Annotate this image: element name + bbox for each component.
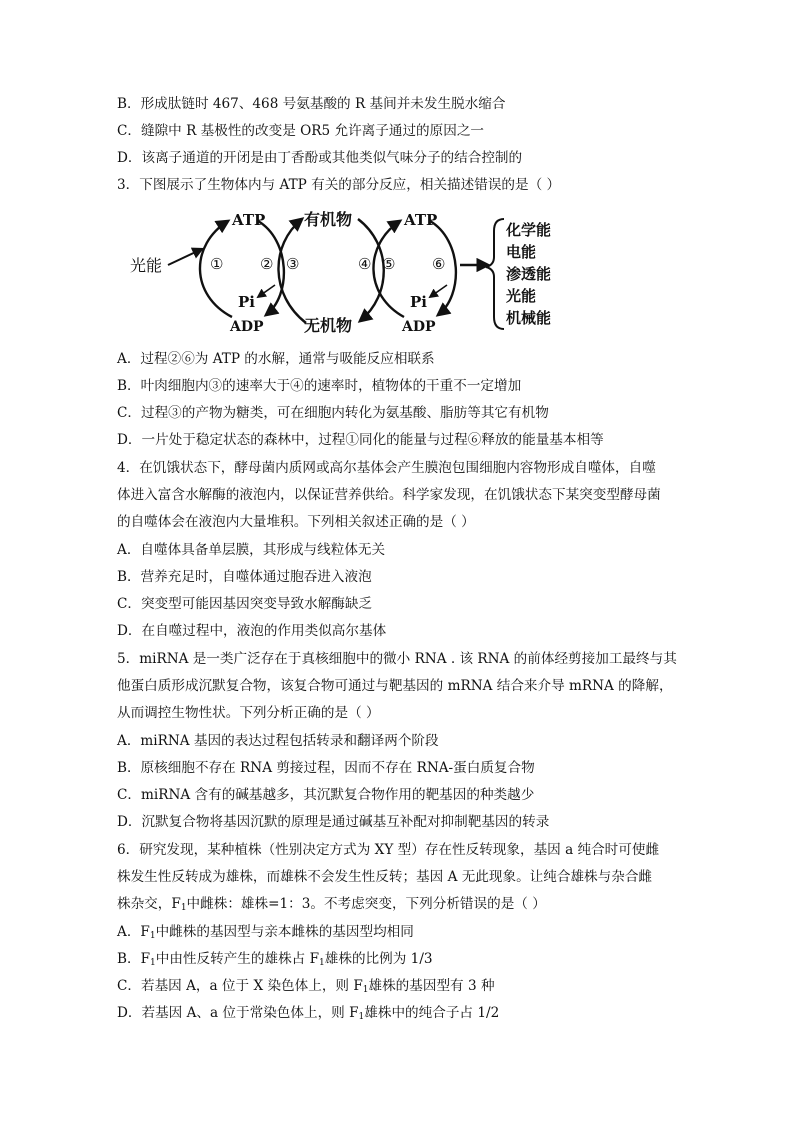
energy-brace	[486, 219, 504, 329]
pi-left-label: Pi	[238, 293, 255, 311]
question-6-stem: 6．研究发现，某种植株（性别决定方式为 XY 型）存在性反转现象，基因 a 纯合时可使雌	[117, 842, 660, 858]
option-2d: D．该离子通道的开闭是由丁香酚或其他类似气味分子的结合控制的	[117, 150, 523, 166]
pi-left-arrow	[258, 285, 275, 297]
option-3b: B．叶肉细胞内③的速率大于④的速率时，植物体的干重不一定增加	[117, 378, 522, 394]
option-3d: D．一片处于稳定状态的森林中，过程①同化的能量与过程⑥释放的能量基本相等	[117, 432, 604, 448]
process-4-number: ④	[358, 255, 372, 273]
energy-item: 渗透能	[506, 265, 552, 283]
text-run: 中由性反转产生的雄株占 F	[155, 951, 320, 967]
subscript: 1	[149, 931, 156, 941]
question-5-stem: 他蛋白质形成沉默复合物，该复合物可通过与靶基因的 mRNA 结合来介导 mRNA 的降解，	[117, 678, 673, 694]
subscript: 1	[319, 958, 325, 968]
atp-left-label: ATP	[232, 211, 266, 229]
option-6a	[117, 922, 717, 942]
option-6b	[117, 949, 717, 969]
question-3-stem: 3．下图展示了生物体内与 ATP 有关的部分反应，相关描述错误的是（ ）	[117, 177, 561, 193]
option-4b: B．营养充足时，自噬体通过胞吞进入液泡	[117, 569, 372, 585]
text-run: 雄株的基因型有 3 种	[368, 978, 495, 994]
adp-right-label: ADP	[402, 319, 436, 335]
process-6-number: ⑥	[432, 255, 446, 273]
option-6d	[117, 1003, 717, 1023]
energy-item: 光能	[506, 287, 537, 305]
question-4-stem: 的自噬体会在液泡内大量堆积。下列相关叙述正确的是（ ）	[117, 514, 475, 530]
question-4-stem: 4．在饥饿状态下，酵母菌内质网或高尔基体会产生膜泡包围细胞内容物形成自噬体，自噬	[117, 460, 656, 476]
option-3a: A．过程②⑥为 ATP 的水解，通常与吸能反应相联系	[117, 351, 435, 367]
atp-reaction-diagram	[120, 205, 590, 345]
subscript: 1	[358, 1012, 365, 1022]
process-1-number: ①	[210, 255, 224, 273]
energy-item: 化学能	[506, 221, 552, 239]
energy-item: 机械能	[506, 309, 552, 327]
option-5d: D．沉默复合物将基因沉默的原理是通过碱基互补配对抑制靶基因的转录	[117, 814, 550, 830]
energy-item: 电能	[506, 243, 537, 261]
question-4-stem: 体进入富含水解酶的液泡内，以保证营养供给。科学家发现，在饥饿状态下某突变型酵母菌	[117, 487, 661, 503]
text-run: 株杂交，F	[117, 896, 181, 912]
light-arrow	[168, 249, 202, 265]
subscript: 1	[362, 985, 369, 995]
text-run: C．若基因 A，a 位于 X 染色体上，则 F	[117, 978, 363, 994]
adp-left-label: ADP	[230, 319, 264, 335]
question-6-stem: 株发生性反转成为雄株，而雄株不会发生性反转；基因 A 无此现象。让纯合雄株与杂合雌	[117, 869, 653, 885]
light-energy-label: 光能	[130, 256, 163, 275]
atp-right-label: ATP	[404, 211, 438, 229]
text-run: 雄株的比例为 1/3	[324, 951, 433, 967]
pi-right-arrow	[430, 285, 447, 297]
question-5-stem: 5．miRNA 是一类广泛存在于真核细胞中的微小 RNA . 该 RNA 的前体经剪接加工最终与其	[117, 651, 677, 667]
text-run: B．F	[117, 951, 151, 967]
option-6c	[117, 976, 717, 996]
option-2b: B．形成肽链时 467、468 号氨基酸的 R 基间并未发生脱水缩合	[117, 96, 506, 112]
process-2-number: ②	[260, 255, 274, 273]
text-run: D．若基因 A、a 位于常染色体上，则 F	[117, 1005, 359, 1021]
question-6-stem	[117, 894, 717, 914]
pi-right-label: Pi	[410, 293, 427, 311]
text-run: 中雌株：雄株=1：3。不考虑突变，下列分析错误的是（ ）	[186, 896, 546, 912]
option-3c: C．过程③的产物为糖类，可在细胞内转化为氨基酸、脂肪等其它有机物	[117, 405, 549, 421]
process-3-number: ③	[286, 255, 300, 273]
process-5-number: ⑤	[382, 255, 396, 273]
option-5b: B．原核细胞不存在 RNA 剪接过程，因而不存在 RNA-蛋白质复合物	[117, 760, 535, 776]
subscript: 1	[180, 903, 187, 913]
question-5-stem: 从而调控生物性状。下列分析正确的是（ ）	[117, 705, 380, 721]
option-5a: A．miRNA 基因的表达过程包括转录和翻译两个阶段	[117, 733, 439, 749]
text-run: 中雌株的基因型与亲本雌株的基因型均相同	[155, 924, 414, 940]
organic-label: 有机物	[304, 210, 353, 229]
inorganic-label: 无机物	[304, 316, 353, 335]
option-2c: C．缝隙中 R 基极性的改变是 OR5 允许离子通过的原因之一	[117, 123, 485, 139]
subscript: 1	[150, 958, 156, 968]
text-run: 雄株中的纯合子占 1/2	[364, 1005, 500, 1021]
option-5c: C．miRNA 含有的碱基越多，其沉默复合物作用的靶基因的种类越少	[117, 787, 535, 803]
text-run: A．F	[117, 924, 150, 940]
option-4c: C．突变型可能因基因突变导致水解酶缺乏	[117, 596, 373, 612]
option-4a: A．自噬体具备单层膜，其形成与线粒体无关	[117, 542, 386, 558]
option-4d: D．在自噬过程中，液泡的作用类似高尔基体	[117, 623, 387, 639]
